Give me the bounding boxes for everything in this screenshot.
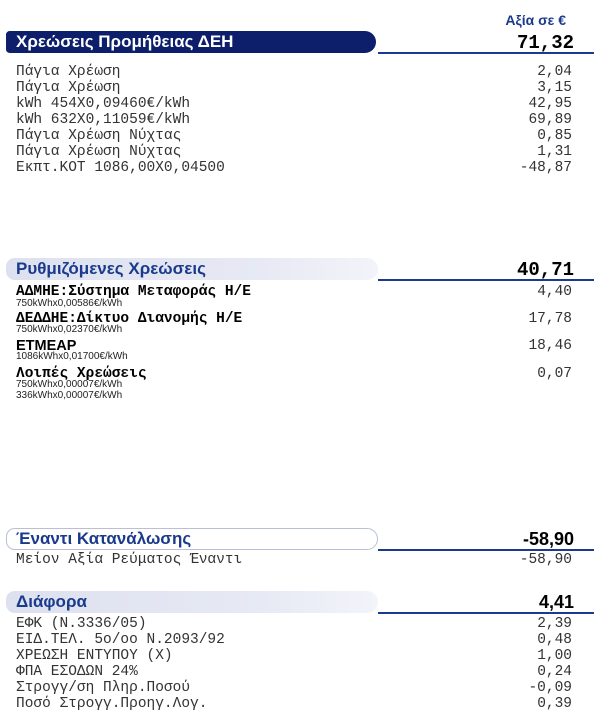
item-detail: 750kWhx0,02370€/kWh <box>16 324 123 335</box>
item-value: 18,46 <box>528 338 572 354</box>
item-label: Μείον Αξία Ρεύματος Έναντι <box>16 552 243 568</box>
item-label: ΕΦΚ (Ν.3336/05) <box>16 616 147 632</box>
item-label: Λοιπές Χρεώσεις <box>16 366 147 382</box>
item-label: Εκπτ.ΚΟΤ 1086,00Χ0,04500 <box>16 160 225 176</box>
section-title: Χρεώσεις Προμήθειας ΔΕΗ <box>16 32 234 51</box>
line-item <box>16 648 572 664</box>
supply-section-header <box>6 31 594 53</box>
item-label: Πάγια Χρέωση Νύχτας <box>16 144 182 160</box>
item-value: 42,95 <box>528 96 572 112</box>
item-value: 17,78 <box>528 311 572 327</box>
item-label: Ποσό Στρογγ.Προηγ.Λογ. <box>16 696 208 712</box>
item-detail: 336kWhx0,00007€/kWh <box>16 390 123 401</box>
item-value: 0,85 <box>537 128 572 144</box>
item-detail: 750kWhx0,00007€/kWh <box>16 379 123 390</box>
item-value: -48,87 <box>519 160 572 176</box>
value-column-header: Αξία σε € <box>505 12 566 28</box>
item-value: 0,39 <box>537 696 572 712</box>
line-item <box>16 616 572 632</box>
item-label: kWh 454Χ0,09460€/kWh <box>16 96 191 112</box>
item-label: kWh 632Χ0,11059€/kWh <box>16 112 191 128</box>
item-detail: 1086kWhx0,01700€/kWh <box>16 351 128 362</box>
item-value: 0,48 <box>537 632 572 648</box>
item-label: Στρογγ/ση Πληρ.Ποσού <box>16 680 191 696</box>
section-total: 71,32 <box>516 32 574 54</box>
item-label: ΕΤΜΕΑΡ <box>16 338 77 354</box>
item-value: -58,90 <box>519 552 572 568</box>
line-item <box>16 96 572 112</box>
item-value: 1,31 <box>537 144 572 160</box>
regulated-section-header <box>6 258 594 280</box>
line-item <box>16 552 572 568</box>
item-label: ΦΠΑ ΕΣΟΔΩΝ 24% <box>16 664 138 680</box>
item-label: ΑΔΜΗΕ:Σύστημα Μεταφοράς Η/Ε <box>16 284 251 300</box>
item-label: Πάγια Χρέωση <box>16 64 121 80</box>
line-item <box>16 664 572 680</box>
advance-section-header <box>6 528 594 550</box>
item-label: Πάγια Χρέωση <box>16 80 121 96</box>
section-total: -58,90 <box>522 529 574 549</box>
line-item <box>16 112 572 128</box>
section-total: 4,41 <box>538 592 574 612</box>
item-value: 2,39 <box>537 616 572 632</box>
item-value: -0,09 <box>528 680 572 696</box>
misc-section-header <box>6 591 594 613</box>
item-value: 69,89 <box>528 112 572 128</box>
section-total: 40,71 <box>516 259 574 281</box>
item-value: 1,00 <box>537 648 572 664</box>
line-item <box>16 144 572 160</box>
line-item <box>16 128 572 144</box>
line-item <box>16 696 572 712</box>
line-item <box>16 160 572 176</box>
item-value: 4,40 <box>537 284 572 300</box>
line-item <box>16 64 572 80</box>
item-value: 2,04 <box>537 64 572 80</box>
section-title: Διάφορα <box>16 592 87 611</box>
line-item <box>16 680 572 696</box>
line-item <box>16 632 572 648</box>
section-title: Έναντι Κατανάλωσης <box>16 529 192 548</box>
item-label: Πάγια Χρέωση Νύχτας <box>16 128 182 144</box>
section-title: Ρυθμιζόμενες Χρεώσεις <box>16 259 206 278</box>
item-value: 3,15 <box>537 80 572 96</box>
item-detail: 750kWhx0,00586€/kWh <box>16 298 123 309</box>
item-label: ΕΙΔ.ΤΕΛ. 5ο/οο Ν.2093/92 <box>16 632 225 648</box>
item-value: 0,24 <box>537 664 572 680</box>
line-item <box>16 80 572 96</box>
item-label: ΧΡΕΩΣΗ ΕΝΤΥΠΟΥ (Χ) <box>16 648 173 664</box>
item-label: ΔΕΔΔΗΕ:Δίκτυο Διανομής Η/Ε <box>16 311 243 327</box>
item-value: 0,07 <box>537 366 572 382</box>
